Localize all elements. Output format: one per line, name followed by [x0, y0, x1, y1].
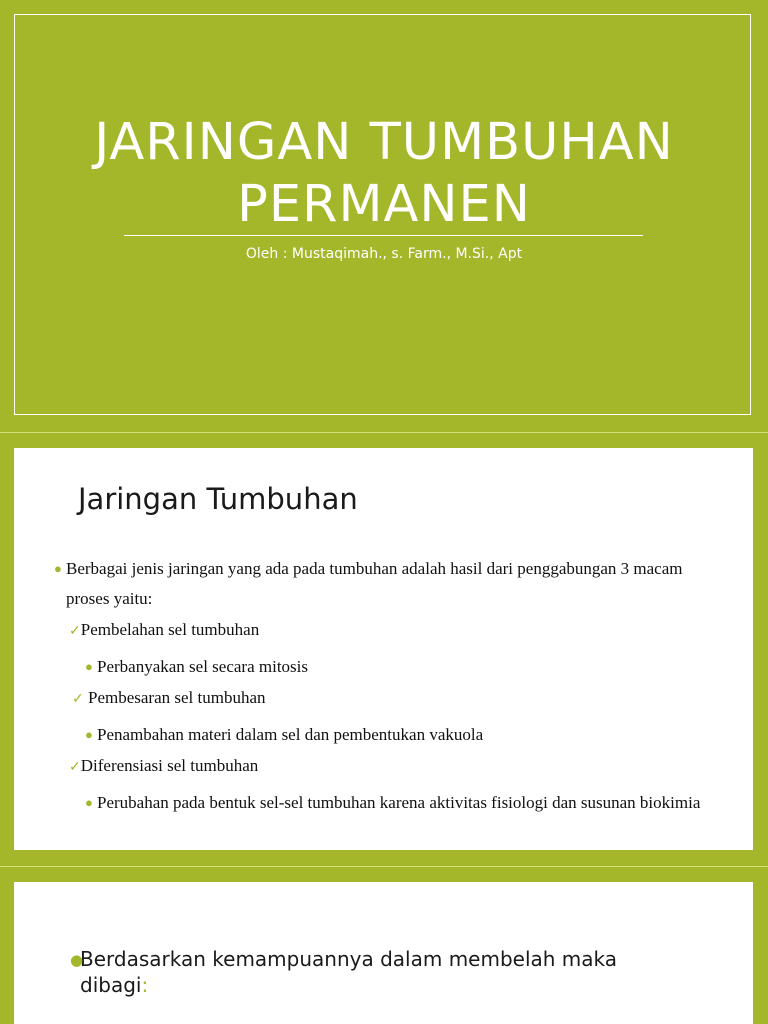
checkmark-icon: ✓	[69, 624, 81, 639]
bullet-icon: ●	[85, 727, 93, 742]
title-divider	[124, 235, 643, 236]
slide-text-colon: :	[141, 973, 149, 997]
check-item-label: Diferensiasi sel tumbuhan	[80, 756, 259, 775]
bullet-icon: ●	[85, 795, 93, 810]
check-item	[54, 683, 714, 715]
slide-subtitle: Oleh : Mustaqimah., s. Farm., M.Si., Apt	[245, 246, 523, 262]
check-item	[54, 751, 714, 783]
title-line-2: PERMANEN	[237, 175, 531, 234]
content-slide	[14, 448, 753, 850]
sub-bullet-text: Perubahan pada bentuk sel-sel tumbuhan karena aktivitas fisiologi dan susunan biokimia	[97, 793, 701, 812]
content-slide	[14, 882, 753, 1024]
slide-text-body: Berdasarkan kemampuannya dalam membelah maka dibagi	[80, 947, 618, 997]
checkmark-icon: ✓	[69, 760, 81, 775]
sub-bullet-item	[54, 652, 714, 682]
slide-divider	[0, 432, 768, 433]
bullet-icon: ●	[85, 659, 93, 674]
sub-bullet-text: Penambahan materi dalam sel dan pembentukan vakuola	[97, 725, 484, 744]
slide-title	[0, 112, 768, 236]
bullet-icon: ●	[70, 951, 84, 969]
slide-text	[70, 946, 660, 998]
slide-body	[54, 554, 714, 818]
sub-bullet-item	[54, 720, 714, 750]
slide-divider	[0, 866, 768, 867]
bullet-text: Berbagai jenis jaringan yang ada pada tumbuhan adalah hasil dari penggabungan 3 macam proses yaitu:	[66, 559, 683, 608]
title-slide	[0, 0, 768, 432]
check-item	[54, 615, 714, 647]
check-item-label: Pembesaran sel tumbuhan	[87, 688, 266, 707]
sub-bullet-text: Perbanyakan sel secara mitosis	[97, 657, 309, 676]
checkmark-icon: ✓	[72, 692, 84, 707]
title-line-1: JARINGAN TUMBUHAN	[94, 113, 674, 172]
bullet-icon: ●	[54, 561, 62, 576]
bullet-item	[54, 554, 714, 614]
sub-bullet-item	[54, 788, 714, 818]
check-item-label: Pembelahan sel tumbuhan	[80, 620, 260, 639]
slide-heading: Jaringan Tumbuhan	[78, 482, 358, 516]
